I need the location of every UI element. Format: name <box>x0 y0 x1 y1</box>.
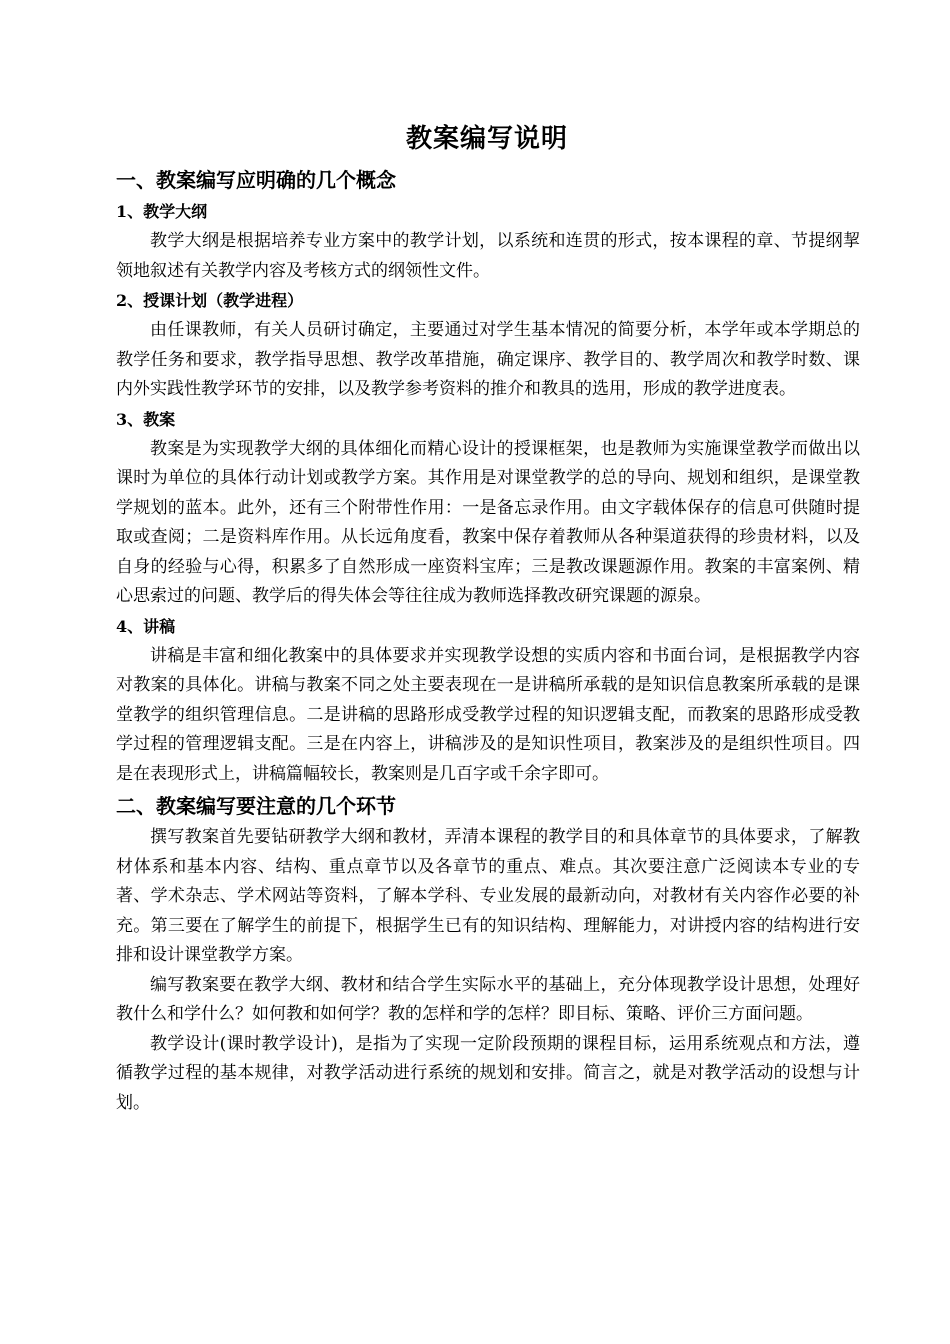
section2-paragraph-2: 编写教案要在教学大纲、教材和结合学生实际水平的基础上，充分体现教学设计思想，处理好教什么和学什么？如何教和如何学？教的怎样和学的怎样？即目标、策略、评价三方面问题。 <box>116 974 860 1024</box>
item2-heading: 2、授课计划（教学进程） <box>116 291 304 310</box>
item4-paragraph: 讲稿是丰富和细化教案中的具体要求并实现教学设想的实质内容和书面台词，是根据教学内容对教案的具体化。讲稿与教案不同之处主要表现在一是讲稿所承载的是知识信息教案所承载的是课堂教学的组织管理信息。二是讲稿的思路形成受教学过程的知识逻辑支配，而教案的思路形成受教学过程的管理逻辑支配。三是在内容上，讲稿涉及的是知识性项目，教案涉及的是组织性项目。四是在表现形式上，讲稿篇幅较长，教案则是几百字或千余字即可。 <box>116 645 860 784</box>
section2-paragraph-3: 教学设计(课时教学设计)，是指为了实现一定阶段预期的课程目标，运用系统观点和方法，遵循教学过程的基本规律，对教学活动进行系统的规划和安排。简言之，就是对教学活动的设想与计划。 <box>116 1033 860 1113</box>
item3-paragraph: 教案是为实现教学大纲的具体细化而精心设计的授课框架，也是教师为实施课堂教学而做出以课时为单位的具体行动计划或教学方案。其作用是对课堂教学的总的导向、规划和组织，是课堂教学规划的蓝本。此外，还有三个附带性作用：一是备忘录作用。由文字载体保存的信息可供随时提取或查阅；二是资料库作用。从长远角度看，教案中保存着教师从各种渠道获得的珍贵材料，以及自身的经验与心得，积累多了自然形成一座资料宝库；三是教改课题源作用。教案的丰富案例、精心思索过的问题、教学后的得失体会等往往成为教师选择教改研究课题的源泉。 <box>116 438 860 606</box>
item1-paragraph: 教学大纲是根据培养专业方案中的教学计划，以系统和连贯的形式，按本课程的章、节提纲挈领地叙述有关教学内容及考核方式的纲领性文件。 <box>116 231 860 281</box>
item3-heading: 3、教案 <box>116 409 176 429</box>
item1-heading: 1、教学大纲 <box>116 202 208 221</box>
section2-paragraph-1: 撰写教案首先要钻研教学大纲和教材，弄清本课程的教学目的和具体章节的具体要求，了解教材体系和基本内容、结构、重点章节以及各章节的重点、难点。其次要注意广泛阅读本专业的专著、学术杂志、学术网站等资料，了解本学科、专业发展的最新动向，对教材有关内容作必要的补充。第三要在了解学生的前提下，根据学生已有的知识结构、理解能力，对讲授内容的结构进行安排和设计课堂教学方案。 <box>116 827 860 965</box>
section1-heading: 一、教案编写应明确的几个概念 <box>116 168 396 192</box>
item2-paragraph: 由任课教师，有关人员研讨确定，主要通过对学生基本情况的简要分析，本学年或本学期总的教学任务和要求，教学指导思想、教学改革措施，确定课序、教学目的、教学周次和教学时数、课内外实践性教学环节的安排，以及教学参考资料的推介和教具的选用，形成的教学进度表。 <box>116 320 860 399</box>
item4-heading: 4、讲稿 <box>116 616 176 636</box>
section2-heading: 二、教案编写要注意的几个环节 <box>116 794 396 818</box>
document-title: 教案编写说明 <box>405 124 568 154</box>
document-body <box>116 163 860 1118</box>
